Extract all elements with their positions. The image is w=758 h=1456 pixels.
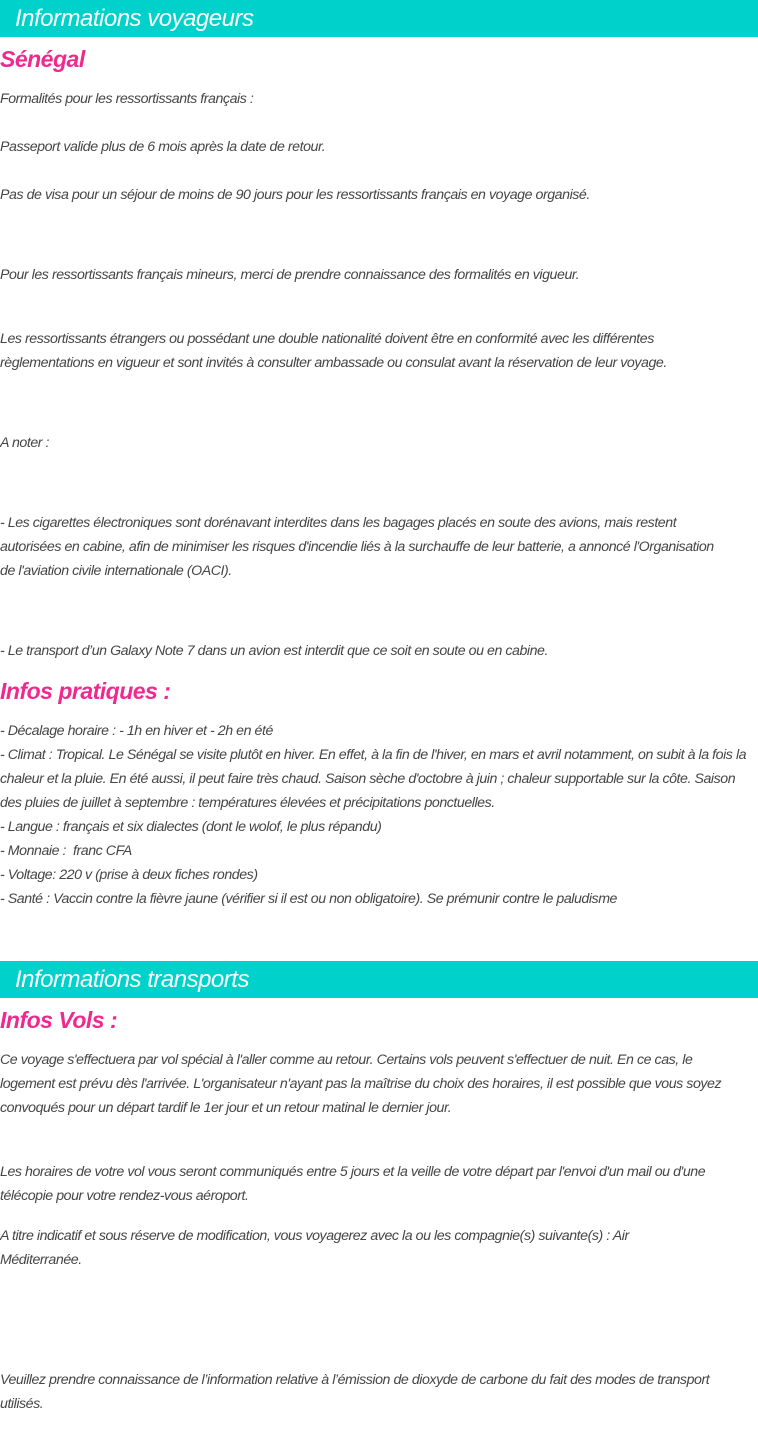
- practical-item-timezone: - Décalage horaire : - 1h en hiver et - 2h en été: [0, 723, 273, 739]
- paragraph: - Le transport d’un Galaxy Note 7 dans un avion est interdit que ce soit en soute ou en cabine.: [0, 643, 548, 659]
- paragraph: Formalités pour les ressortissants français :: [0, 91, 254, 107]
- paragraph: Les ressortissants étrangers ou possédant une double nationalité doivent être en conformité avec les différentes règlementations en vigueur et sont invités à consulter ambassade ou consulat avant la réservation de leur voyage.: [0, 331, 667, 371]
- paragraph: Ce voyage s'effectuera par vol spécial à l'aller comme au retour. Certains vols peuvent s'effectuer de nuit. En ce cas, le logement est prévu dès l'arrivée. L'organisateur n'ayant pas la maîtrise du choix des horaires, il est possible que vous soyez convoqués pour un départ tardif le 1er jour et un retour matinal le dernier jour.: [0, 1052, 722, 1116]
- practical-item-climate: - Climat : Tropical. Le Sénégal se visite plutôt en hiver. En effet, à la fin de l'hiver, en mars et avril notamment, on subit à la fois la chaleur et la pluie. En été aussi, il peut faire très chaud. Saison sèche d'octobre à juin ; chaleur supportable sur la côte. Saison des pluies de juillet à septembre : températures élevées et précipitations ponctuelles.: [0, 747, 747, 811]
- country-title: Sénégal: [0, 46, 85, 72]
- paragraph: Les horaires de votre vol vous seront communiqués entre 5 jours et la veille de votre départ par l'envoi d'un mail ou d'une télécopie pour votre rendez-vous aéroport.: [0, 1164, 706, 1204]
- section-header-transports: [0, 961, 758, 998]
- practical-item-currency: - Monnaie : franc CFA: [0, 843, 132, 859]
- practical-item-language: - Langue : français et six dialectes (dont le wolof, le plus répandu): [0, 819, 382, 835]
- paragraph: A titre indicatif et sous réserve de modification, vous voyagerez avec la ou les compagnie(s) suivante(s) : Air Méditerranée.: [0, 1228, 629, 1268]
- flights-info-title: Infos Vols :: [0, 1007, 118, 1033]
- paragraph: - Les cigarettes électroniques sont dorénavant interdites dans les bagages placés en soute des avions, mais restent autorisées en cabine, afin de minimiser les risques d'incendie liés à la surchauffe de leur batterie, a annoncé l'Organisation de l'aviation civile internationale (OACI).: [0, 515, 714, 579]
- section-header-voyageurs: [0, 0, 758, 37]
- section-title: Informations transports: [15, 966, 249, 993]
- practical-info-list: [0, 719, 758, 911]
- paragraph: Veuillez prendre connaissance de l’information relative à l’émission de dioxyde de carbone du fait des modes de transport utilisés.: [0, 1372, 710, 1412]
- practical-info-title: Infos pratiques :: [0, 678, 171, 704]
- practical-item-voltage: - Voltage: 220 v (prise à deux fiches rondes): [0, 867, 258, 883]
- practical-item-health: - Santé : Vaccin contre la fièvre jaune (vérifier si il est ou non obligatoire). Se prémunir contre le paludisme: [0, 891, 618, 907]
- paragraph: A noter :: [0, 435, 50, 451]
- section-title: Informations voyageurs: [15, 5, 254, 32]
- paragraph: Pas de visa pour un séjour de moins de 90 jours pour les ressortissants français en voyage organisé.: [0, 187, 590, 203]
- paragraph: Passeport valide plus de 6 mois après la date de retour.: [0, 139, 326, 155]
- paragraph: Pour les ressortissants français mineurs, merci de prendre connaissance des formalités en vigueur.: [0, 267, 580, 283]
